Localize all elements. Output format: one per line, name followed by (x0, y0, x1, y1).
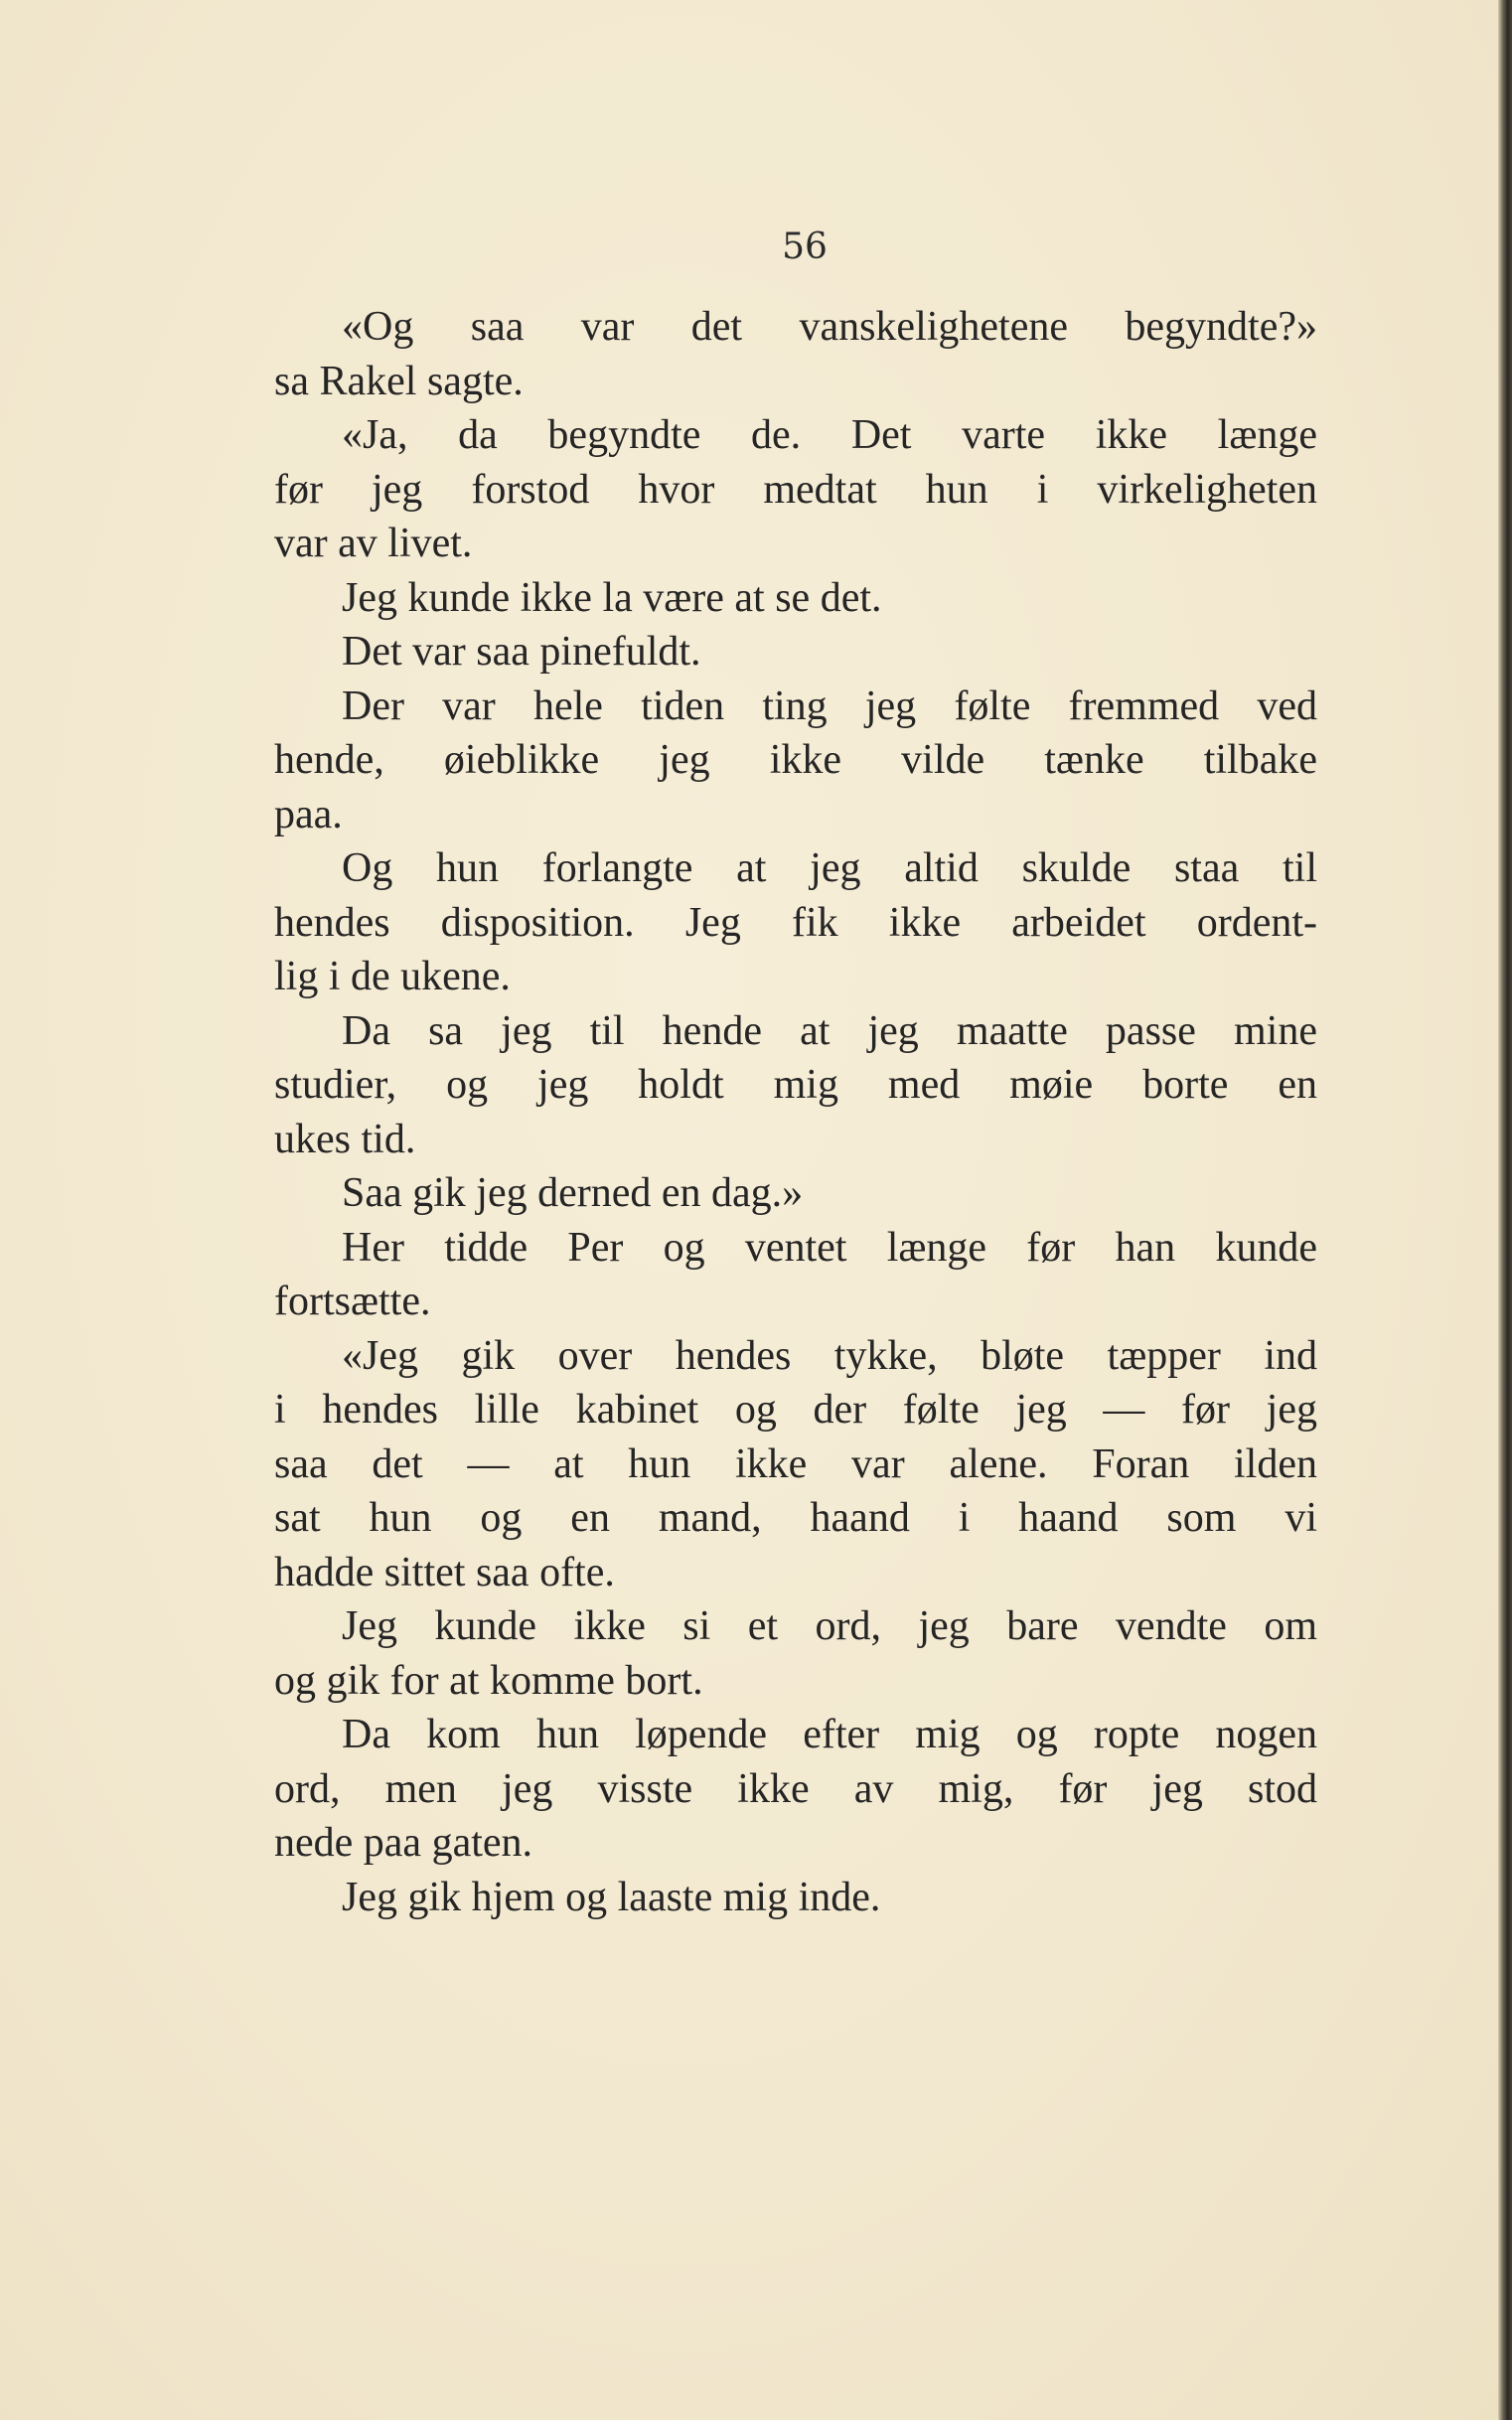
text-line: sat hun og en mand, haand i haand som vi (274, 1495, 1317, 1541)
text-line: Jeg kunde ikke la være at se det. (342, 574, 882, 621)
text-line: Her tidde Per og ventet længe før han kunde (342, 1224, 1317, 1271)
text-line: var av livet. (274, 521, 473, 566)
text-line: fortsætte. (274, 1279, 431, 1324)
text-line: paa. (274, 791, 343, 837)
text-line: ukes tid. (274, 1116, 416, 1162)
text-line: hende, øieblikke jeg ikke vilde tænke tilbake (274, 737, 1317, 783)
text-line: hendes disposition. Jeg fik ikke arbeidet ordent- (274, 899, 1317, 946)
text-line: før jeg forstod hvor medtat hun i virkeligheten (274, 466, 1317, 513)
text-line: ord, men jeg visste ikke av mig, før jeg stod (274, 1765, 1317, 1812)
text-line: lig i de ukene. (274, 954, 511, 999)
page-number: 56 (782, 227, 828, 267)
text-line: «Ja, da begyndte de. Det varte ikke længe (342, 412, 1317, 458)
text-line: Jeg kunde ikke si et ord, jeg bare vendte om (342, 1603, 1317, 1649)
text-line: Og hun forlangte at jeg altid skulde staa til (342, 845, 1317, 891)
text-line: Det var saa pinefuldt. (342, 629, 701, 675)
text-line: Da kom hun løpende efter mig og ropte nogen (342, 1712, 1317, 1757)
text-line: hadde sittet saa ofte. (274, 1549, 615, 1595)
text-line: Jeg gik hjem og laaste mig inde. (342, 1874, 881, 1920)
text-line: Der var hele tiden ting jeg følte fremmed ved (342, 682, 1317, 729)
text-line: sa Rakel sagte. (274, 358, 524, 404)
text-line: saa det — at hun ikke var alene. Foran ilden (274, 1440, 1317, 1487)
text-line: Saa gik jeg derned en dag.» (342, 1170, 804, 1216)
body-text (274, 300, 1317, 1924)
text-line: i hendes lille kabinet og der følte jeg — før jeg (274, 1387, 1317, 1433)
text-line: «Jeg gik over hendes tykke, bløte tæpper ind (342, 1332, 1317, 1379)
text-line: nede paa gaten. (274, 1820, 533, 1866)
text-line: «Og saa var det vanskelighetene begyndte?» (342, 304, 1317, 350)
text-line: Da sa jeg til hende at jeg maatte passe mine (342, 1007, 1317, 1054)
page-edge-shadow (1498, 0, 1512, 2420)
text-line: studier, og jeg holdt mig med møie borte en (274, 1062, 1317, 1108)
text-line: og gik for at komme bort. (274, 1657, 703, 1704)
